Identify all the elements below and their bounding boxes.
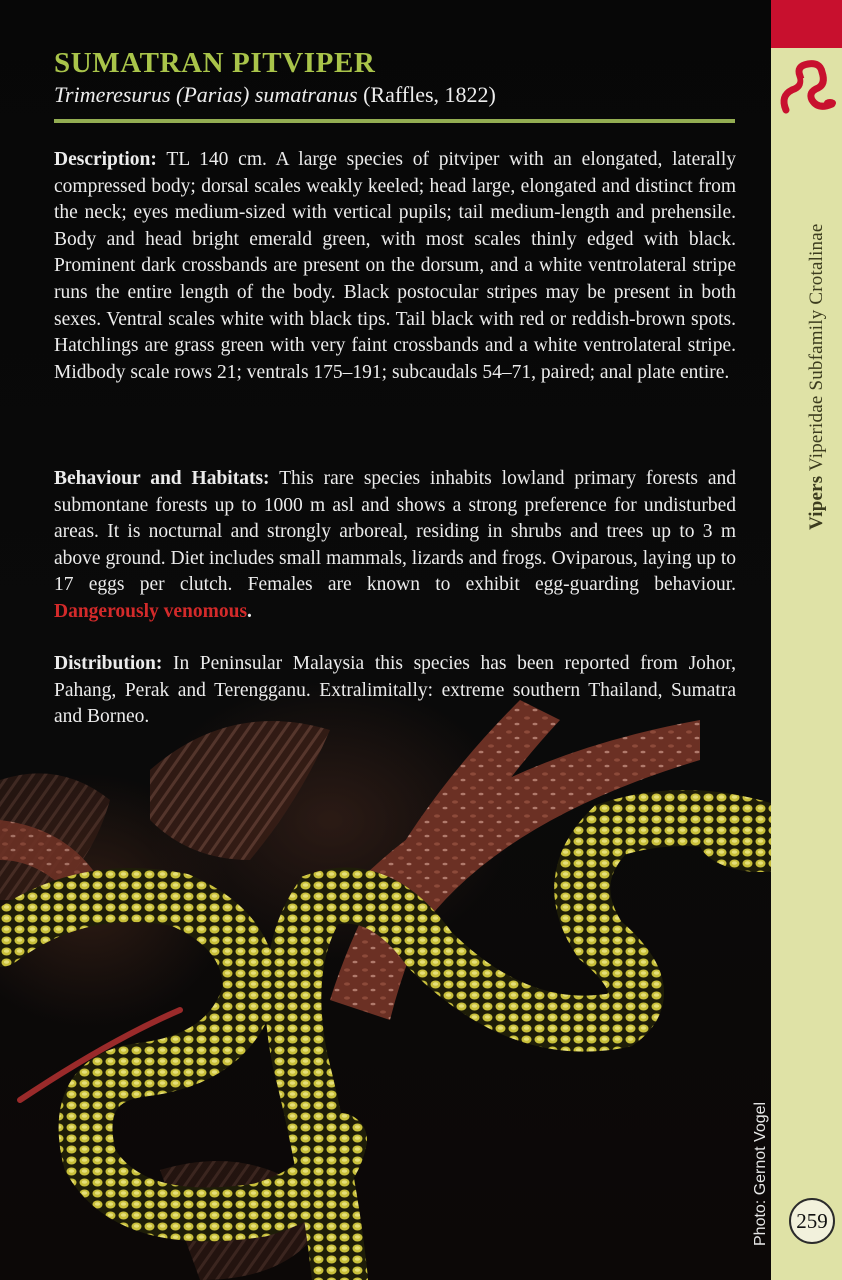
distribution-paragraph [54,651,736,731]
authority: (Raffles, 1822) [363,82,496,107]
behaviour-label: Behaviour and Habitats: [54,468,270,489]
photo-credit: Photo: Gernot Vogel [752,1101,769,1246]
venom-warning: Dangerously venomous [54,600,248,622]
title-divider [54,119,735,123]
behaviour-paragraph [54,466,736,626]
description-text: TL 140 cm. A large species of pitviper with an elongated, laterally compressed body; dorsal scales weakly keeled; head large, elongated and distinct from the neck; eyes medium-sized with vertical pupils; tail medium-length and prehensile. Body and head bright emerald green, with most scales thinly edged with black. Prominent dark crossbands are present on the dorsum, and a white ventrolateral stripe runs the entire length of the body. Black postocular stripes may be present in both sexes. Ventral scales white with black tips. Tail black with red or reddish-brown spots. Hatchlings are grass green with very faint crossbands and a white ventrolateral stripe. Midbody scale rows 21; ventrals 175–191; subcaudals 54–71, paired; anal plate entire. [54,149,736,383]
description-paragraph [54,147,736,386]
scientific-name: Trimeresurus (Parias) sumatranus [54,82,358,107]
page-number: 259 [789,1198,835,1244]
distribution-text: In Peninsular Malaysia this species has been reported from Johor, Pahang, Perak and Terengganu. Extralimitally: extreme southern Thailand, Sumatra and Borneo. [54,653,736,728]
family-name: Viperidae [806,395,827,472]
chapter-tab-accent [771,0,842,48]
snake-icon [778,56,838,118]
behaviour-text: This rare species inhabits lowland primary forests and submontane forests up to 1000 m asl and shows a strong preference for undisturbed areas. It is nocturnal and strongly arboreal, residing in shrubs and trees up to 3 m above ground. Diet includes small mammals, lizards and frogs. Oviparous, laying up to 17 eggs per clutch. Females are known to exhibit egg-guarding behaviour. [54,468,737,596]
species-title: SUMATRAN PITVIPER [54,47,376,79]
chapter-tab [771,0,842,1280]
chapter-tab-label [806,223,828,530]
scientific-name-line [54,82,496,108]
subfamily-name: Subfamily Crotalinae [806,223,827,391]
venom-warning-period: . [247,600,252,622]
description-label: Description: [54,149,157,170]
distribution-label: Distribution: [54,653,163,674]
group-name: Vipers [806,475,827,530]
